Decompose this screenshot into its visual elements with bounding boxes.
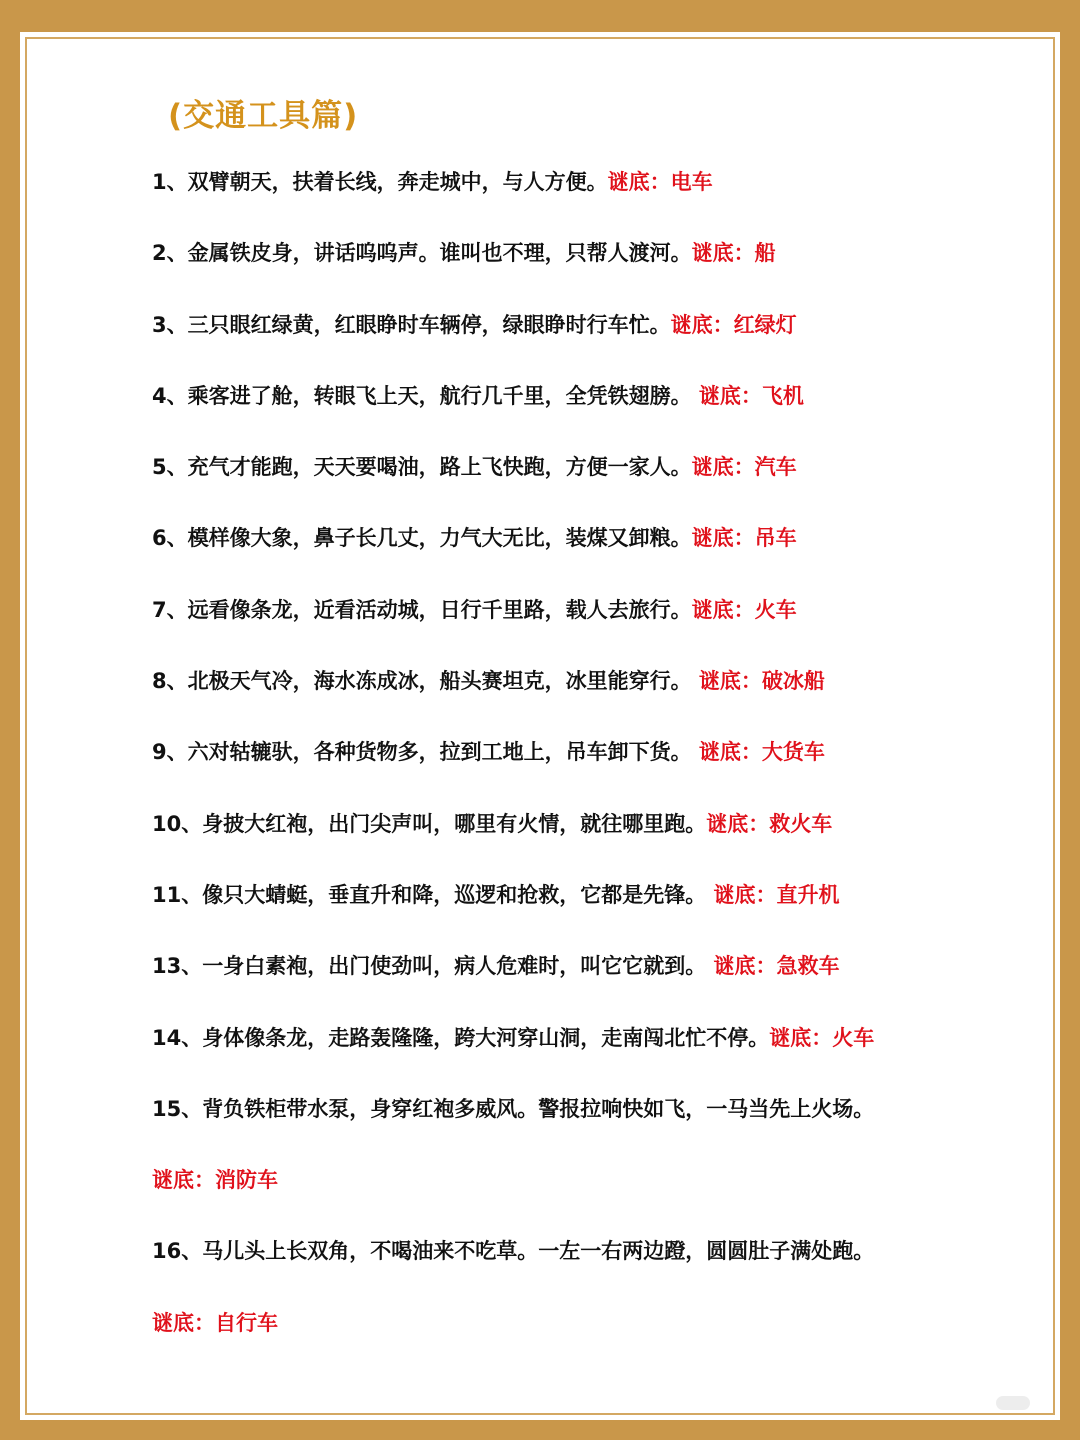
- riddle-item: [152, 378, 1032, 449]
- riddle-item: [152, 592, 1032, 663]
- riddle-item: [152, 948, 1032, 1019]
- riddle-item: [152, 449, 1032, 520]
- riddle-question: 13、一身白素袍，出门使劲叫，病人危难时，叫它它就到。: [152, 954, 714, 979]
- riddle-item: [152, 663, 1032, 734]
- riddle-item: [152, 877, 1032, 948]
- riddle-answer: 谜底：破冰船: [698, 669, 825, 694]
- page-card: [20, 32, 1060, 1420]
- riddle-item: [152, 1091, 1032, 1162]
- riddle-question: 4、乘客进了舱，转眼飞上天，航行几千里，全凭铁翅膀。: [152, 383, 699, 408]
- page-title: (交通工具篇): [168, 98, 359, 134]
- riddle-answer: 谜底：电车: [607, 170, 713, 194]
- riddle-question: 3、三只眼红绿黄，红眼睁时车辆停，绿眼睁时行车忙。: [152, 312, 671, 337]
- riddle-item: [152, 806, 1032, 877]
- riddle-item: [152, 520, 1032, 591]
- riddle-question: 16、马儿头上长双角，不喝油来不吃草。一左一右两边蹬，圆圆肚子满处跑。: [152, 1239, 875, 1264]
- riddle-answer: 谜底：红绿灯: [670, 312, 797, 337]
- riddle-item: [152, 307, 1032, 378]
- riddle-answer: 谜底：汽车: [691, 455, 797, 480]
- riddle-item: [152, 1233, 1032, 1304]
- riddle-answer: 谜底：吊车: [691, 526, 797, 551]
- riddle-answer: 谜底：飞机: [698, 383, 804, 408]
- riddle-item: [152, 235, 1032, 306]
- riddle-answer: 谜底：救火车: [706, 811, 833, 836]
- riddle-answer: 谜底：急救车: [713, 954, 840, 979]
- riddle-answer: 谜底：火车: [769, 1025, 875, 1050]
- riddle-question: 10、身披大红袍，出门尖声叫，哪里有火情，就往哪里跑。: [152, 811, 707, 836]
- riddle-question: 5、充气才能跑，天天要喝油，路上飞快跑，方便一家人。: [152, 455, 692, 480]
- watermark-logo: [996, 1396, 1030, 1410]
- riddle-answer: 谜底：火车: [691, 597, 797, 622]
- riddle-item: [152, 1020, 1032, 1091]
- riddle-answer: 谜底：大货车: [698, 740, 825, 765]
- riddle-answer: 谜底：直升机: [713, 882, 840, 907]
- riddle-question: 9、六对轱辘驮，各种货物多，拉到工地上，吊车卸下货。: [152, 740, 699, 765]
- riddle-answer: 谜底：消防车: [152, 1168, 278, 1193]
- riddle-question: 2、金属铁皮身，讲话呜呜声。谁叫也不理，只帮人渡河。: [152, 241, 692, 266]
- riddle-question: 11、像只大蜻蜓，垂直升和降，巡逻和抢救，它都是先锋。: [152, 882, 714, 907]
- riddle-answer: 谜底：自行车: [152, 1310, 278, 1335]
- riddle-question: 8、北极天气冷，海水冻成冰，船头赛坦克，冰里能穿行。: [152, 669, 699, 694]
- riddle-question: 6、模样像大象，鼻子长几丈，力气大无比，装煤又卸粮。: [152, 526, 692, 551]
- riddle-question: 1、双臂朝天，扶着长线，奔走城中，与人方便。: [152, 170, 608, 194]
- riddle-question: 14、身体像条龙，走路轰隆隆，跨大河穿山洞，走南闯北忙不停。: [152, 1025, 770, 1050]
- riddle-question: 15、背负铁柜带水泵，身穿红袍多威风。警报拉响快如飞，一马当先上火场。: [152, 1096, 875, 1121]
- riddle-item: [152, 164, 1032, 235]
- riddle-item: [152, 734, 1032, 805]
- riddle-question: 7、远看像条龙，近看活动城，日行千里路，载人去旅行。: [152, 597, 692, 622]
- riddle-answer: 谜底：船: [691, 241, 776, 266]
- riddle-list: [152, 164, 1032, 1376]
